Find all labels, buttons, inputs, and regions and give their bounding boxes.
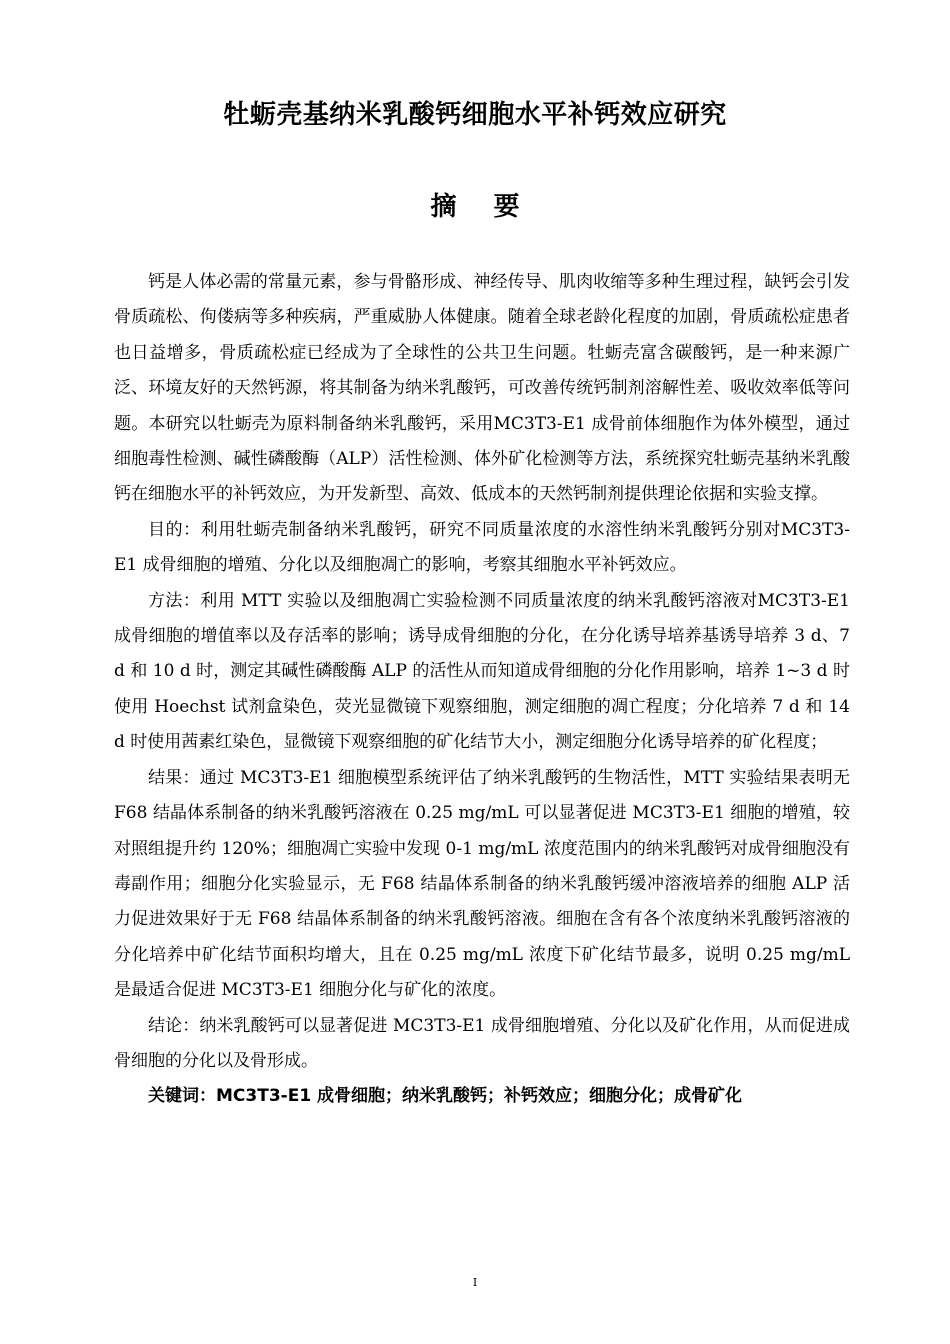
keywords-line: 关键词：MC3T3-E1 成骨细胞；纳米乳酸钙；补钙效应；细胞分化；成骨矿化 <box>148 1086 743 1107</box>
page-number: I <box>472 1276 478 1289</box>
abstract-paragraph-methods: 方法：利用 MTT 实验以及细胞凋亡实验检测不同质量浓度的纳米乳酸钙溶液对MC3T3-E1 成骨细胞的增值率以及存活率的影响；诱导成骨细胞的分化，在分化诱导培养基诱导培养 3 d、7 d 和 10 d 时，测定其碱性磷酸酶 ALP 的活性从而知道成骨细胞的分化作用影响，培养 1~3 d 时使用 Hoechst 试剂盒染色，荧光显微镜下观察细胞，测定细胞的凋亡程度；分化培养 7 d 和 14 d 时使用茜素红染色，显微镜下观察细胞的矿化结节大小，测定细胞分化诱导培养的矿化程度； <box>114 590 850 753</box>
abstract-heading: 摘 要 <box>430 192 534 222</box>
abstract-paragraph-results: 结果：通过 MC3T3-E1 细胞模型系统评估了纳米乳酸钙的生物活性，MTT 实验结果表明无 F68 结晶体系制备的纳米乳酸钙溶液在 0.25 mg/mL 可以显著促进 MC3T3-E1 细胞的增殖，较对照组提升约 120%；细胞凋亡实验中发现 0-1 mg/mL 浓度范围内的纳米乳酸钙对成骨细胞没有毒副作用；细胞分化实验显示，无 F68 结晶体系制备的纳米乳酸钙缓冲溶液培养的细胞 ALP 活力促进效果好于无 F68 结晶体系制备的纳米乳酸钙溶液。细胞在含有各个浓度纳米乳酸钙溶液的分化培养中矿化结节面积均增大，且在 0.25 mg/mL 浓度下矿化结节最多，说明 0.25 mg/mL 是最适合促进 MC3T3-E1 细胞分化与矿化的浓度。 <box>114 767 850 1001</box>
paper-title: 牡蛎壳基纳米乳酸钙细胞水平补钙效应研究 <box>223 100 727 130</box>
abstract-paragraph-objective: 目的：利用牡蛎壳制备纳米乳酸钙，研究不同质量浓度的水溶性纳米乳酸钙分别对MC3T3-E1 成骨细胞的增殖、分化以及细胞凋亡的影响，考察其细胞水平补钙效应。 <box>114 519 850 576</box>
abstract-paragraph-background: 钙是人体必需的常量元素，参与骨骼形成、神经传导、肌肉收缩等多种生理过程，缺钙会引发骨质疏松、佝偻病等多种疾病，严重威胁人体健康。随着全球老龄化程度的加剧，骨质疏松症患者也日益增多，骨质疏松症已经成为了全球性的公共卫生问题。牡蛎壳富含碳酸钙，是一种来源广泛、环境友好的天然钙源，将其制备为纳米乳酸钙，可改善传统钙制剂溶解性差、吸收效率低等问题。本研究以牡蛎壳为原料制备纳米乳酸钙，采用MC3T3-E1 成骨前体细胞作为体外模型，通过细胞毒性检测、碱性磷酸酶（ALP）活性检测、体外矿化检测等方法，系统探究牡蛎壳基纳米乳酸钙在细胞水平的补钙效应，为开发新型、高效、低成本的天然钙制剂提供理论依据和实验支撑。 <box>114 272 850 505</box>
abstract-paragraph-conclusion: 结论：纳米乳酸钙可以显著促进 MC3T3-E1 成骨细胞增殖、分化以及矿化作用，从而促进成骨细胞的分化以及骨形成。 <box>114 1015 850 1071</box>
abstract-body <box>114 265 850 1115</box>
